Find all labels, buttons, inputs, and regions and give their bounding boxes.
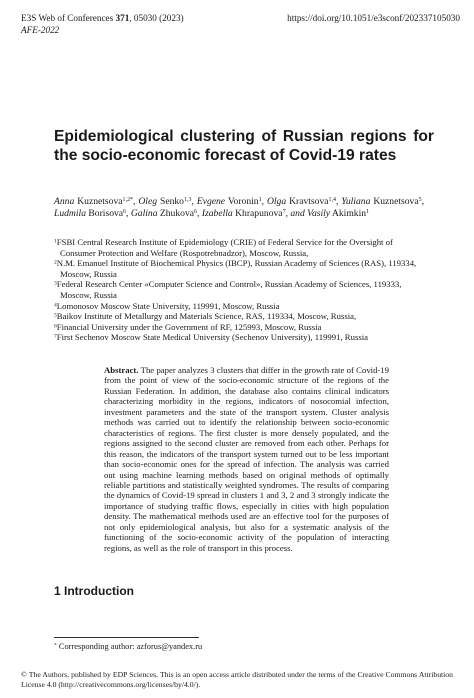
affiliation-number: 6 [54,323,57,330]
affiliation-text: FSBI Central Research Institute of Epidemiology (CRIE) of Federal Service for the Oversight of Consumer Protection and Welfare (Rospotrebnadzor), Moscow, Russia, [56,237,393,258]
author [202,208,291,219]
affiliation-number: 7 [54,333,57,340]
affiliation [54,322,426,333]
abstract-label: Abstract. [104,365,139,375]
journal-volume: 371 [115,13,130,23]
affiliation-text: Financial University under the Government of RF, 125993, Moscow, Russia [56,321,322,332]
affiliation [54,311,426,322]
author-family-name: Kuznetsova [74,196,123,207]
affiliation-number: 1 [54,238,57,245]
affiliation-number: 5 [54,312,57,319]
affiliation-number: 4 [54,302,57,309]
affiliation-number: 3 [54,280,57,287]
author-list [54,196,424,221]
author-separator: , [133,196,139,207]
author-separator: , [197,208,202,220]
author-separator: , [421,196,425,207]
author [54,196,138,207]
footnote-mark: * [54,642,57,649]
author-family-name: Zhukova [157,208,195,220]
author-affiliation-mark: 1 [366,209,370,216]
article-number: , 05030 (2023) [129,13,184,23]
footnote-divider [54,637,199,638]
footnote [54,641,202,652]
author-family-name: Borisova [86,208,124,220]
author [197,196,267,207]
author-affiliation-mark: 1,2* [122,197,134,203]
affiliation-text: First Sechenov Moscow State Medical University (Sechenov University), 119991, Russia [56,332,368,343]
author-separator: , [336,196,342,207]
conference-name: AFE-2022 [21,25,60,35]
abstract-text: The paper analyzes 3 clusters that differ in the growth rate of Covid-19 from the point of view of the socio-economic structure of the regions of the Russian Federation. In addition, the database also contains clinical indicators characterizing morbidity in the regions, indicators of nosocomial infection, investment parameters and the state of the transport system. Cluster analysis methods was carried out to identify the relationship between socio-economic characteristics of regions. The first cluster is more densely populated, and the regions assigned to the second cluster are removed from each other. Perhaps for this reason, the indicators of the transport system turned out to be less important than socio-economic ones for the spread of infection. The analysis was carried out using machine learning methods based on original methods of optimally reliable partitions and statistically weighted syndromes. The results of comparing the dynamics of Covid-19 spread in clusters 1 and 3, 2 and 3 strongly indicate the importance of studying traffic flows, especially in cities with high population density. The mathematical methods used are an effective tool for the purposes of not only epidemiological analysis, but also for a systematic analysis of the functioning of the socio-economic activity of the population of interacting regions, as well as the role of transport in this process. [104,365,389,553]
author-family-name: Khrapunova [232,208,283,220]
author-family-name: Kravtsova [286,196,329,207]
affiliation [54,332,426,343]
affiliation-number: 2 [54,259,57,266]
affiliation-text: N.M. Emanuel Institute of Biochemical Physics (IBCP), Russian Academy of Sciences (RAS), 119334, Moscow, Russia [56,258,417,279]
author [138,196,196,207]
author-affiliation-mark: 1,4 [328,197,337,203]
affiliation [54,301,426,312]
author-given-name: and Vasily [290,208,331,220]
author [54,208,131,219]
author-given-name: Yuliana [341,196,371,207]
author [131,208,202,219]
author-family-name: Voronin [225,196,259,207]
affiliation-text: Baikov Institute of Metallurgy and Materials Science, RAS, 119334, Moscow, Russia, [56,311,357,322]
doi-link[interactable]: https://doi.org/10.1051/e3sconf/202337105030 [287,13,460,23]
paper-title: Epidemiological clustering of Russian regions for the socio-economic forecast of Covid-19 rates [54,128,434,164]
author-family-name: Kuznetsova [370,196,419,207]
author-affiliation-mark: 7 [282,209,286,216]
author-given-name: Galina [130,208,158,220]
author-given-name: Olga [266,196,287,207]
author-affiliation-mark: 5 [418,197,422,203]
author-given-name: Evgene [196,196,226,207]
author-given-name: Izabella [201,208,233,220]
affiliation [54,258,426,279]
author [267,196,341,207]
author-separator: , [126,208,131,220]
author-given-name: Anna [54,196,75,207]
author-separator: , [191,196,197,207]
section-heading: 1 Introduction [54,584,134,598]
running-header-left [21,12,184,36]
author-affiliation-mark: 6 [194,209,198,216]
author-given-name: Ludmila [54,208,86,220]
author-affiliation-mark: 6 [123,209,127,216]
author-affiliation-mark: 1,3 [183,197,192,203]
footnote-text[interactable]: Corresponding author: azforus@yandex.ru [56,642,203,651]
author-given-name: Oleg [138,196,158,207]
author [341,196,424,207]
license-footer: © The Authors, published by EDP Sciences. This is an open access article distributed under the terms of the Creative Commons Attribution License 4.0 (http://creativecommons.org/licenses/by/4.0/). [21,670,453,689]
affiliation [54,237,426,258]
author-family-name: Akimkin [330,208,367,220]
affiliation-text: Federal Research Center «Computer Science and Control», Russian Academy of Sciences, 119333, Moscow, Russia [56,279,402,300]
author-separator: , [285,208,291,220]
author-affiliation-mark: 1 [258,197,262,203]
abstract [104,365,389,553]
author [290,208,369,219]
journal-name: E3S Web of Conferences [21,13,116,23]
affiliation-text: Lomonosov Moscow State University, 119991, Moscow, Russia [56,300,280,311]
affiliation-list [54,237,426,343]
author-family-name: Senko [157,196,184,207]
author-separator: , [261,196,267,207]
affiliation [54,279,426,300]
